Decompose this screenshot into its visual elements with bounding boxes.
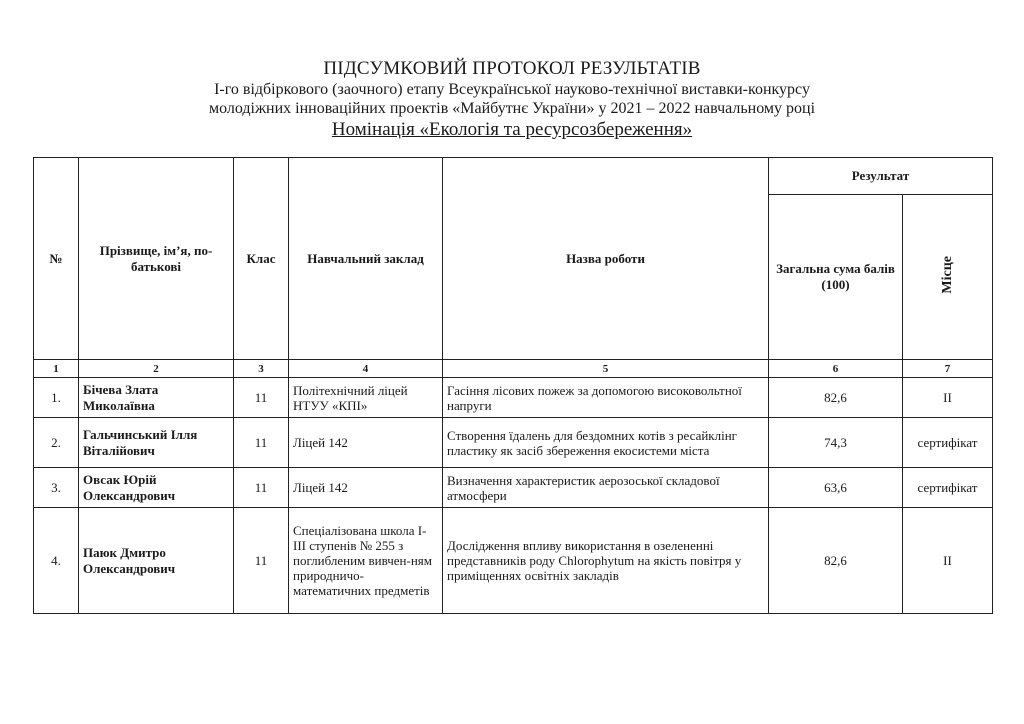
participant-name: Бічева Злата Миколаївна xyxy=(79,378,234,418)
col-number: 2 xyxy=(79,360,234,378)
header-school: Навчальний заклад xyxy=(289,158,443,360)
header-place: Місце xyxy=(939,256,955,294)
work-title: Гасіння лісових пожеж за допомогою високовольтної напруги xyxy=(443,378,769,418)
results-table xyxy=(33,157,993,614)
header-score: Загальна сума балів (100) xyxy=(769,195,903,360)
participant-school: Ліцей 142 xyxy=(289,468,443,508)
col-number: 7 xyxy=(903,360,993,378)
work-title: Визначення характеристик аерозоської складової атмосфери xyxy=(443,468,769,508)
document-subtitle-line-2: молодіжних інноваційних проектів «Майбутнє України» у 2021 – 2022 навчальному році xyxy=(208,100,816,117)
table-row xyxy=(34,468,993,508)
participant-class: 11 xyxy=(234,508,289,614)
work-title: Дослідження впливу використання в озелененні представників роду Chlorophytum на якість повітря у приміщеннях освітніх закладів xyxy=(443,508,769,614)
col-number: 1 xyxy=(34,360,79,378)
col-number: 6 xyxy=(769,360,903,378)
table-row xyxy=(34,508,993,614)
header-row-1 xyxy=(34,158,993,195)
header-name: Прізвище, ім’я, по-батькові xyxy=(79,158,234,360)
header-result: Результат xyxy=(769,158,993,195)
row-number: 2. xyxy=(34,418,79,468)
total-score: 82,6 xyxy=(769,378,903,418)
work-title: Створення їдалень для бездомних котів з ресайклінг пластику як засіб збереження екосистеми міста xyxy=(443,418,769,468)
participant-school: Ліцей 142 xyxy=(289,418,443,468)
header-no: № xyxy=(34,158,79,360)
row-number: 3. xyxy=(34,468,79,508)
document-title: ПІДСУМКОВИЙ ПРОТОКОЛ РЕЗУЛЬТАТІВ xyxy=(323,58,701,79)
participant-class: 11 xyxy=(234,468,289,508)
col-number: 3 xyxy=(234,360,289,378)
participant-name: Гальчинський Ілля Віталійович xyxy=(79,418,234,468)
participant-class: 11 xyxy=(234,378,289,418)
place: сертифікат xyxy=(903,418,993,468)
place: ІІ xyxy=(903,508,993,614)
header-place-cell xyxy=(903,195,993,360)
place: сертифікат xyxy=(903,468,993,508)
col-number: 5 xyxy=(443,360,769,378)
row-number: 4. xyxy=(34,508,79,614)
header-class: Клас xyxy=(234,158,289,360)
document-subtitle-line-1: І-го відбіркового (заочного) етапу Всеукраїнської науково-технічної виставки-конкурсу xyxy=(214,81,810,98)
table-row xyxy=(34,378,993,418)
nomination-title: Номінація «Екологія та ресурсозбереження» xyxy=(331,119,693,140)
participant-school: Політехнічний ліцей НТУУ «КПІ» xyxy=(289,378,443,418)
participant-name: Овсак Юрій Олександрович xyxy=(79,468,234,508)
place: ІІ xyxy=(903,378,993,418)
participant-class: 11 xyxy=(234,418,289,468)
total-score: 74,3 xyxy=(769,418,903,468)
column-numbers-row xyxy=(34,360,993,378)
total-score: 63,6 xyxy=(769,468,903,508)
col-number: 4 xyxy=(289,360,443,378)
total-score: 82,6 xyxy=(769,508,903,614)
table-row xyxy=(34,418,993,468)
header-title: Назва роботи xyxy=(443,158,769,360)
row-number: 1. xyxy=(34,378,79,418)
document-header xyxy=(0,58,1024,141)
participant-name: Паюк Дмитро Олександрович xyxy=(79,508,234,614)
participant-school: Спеціалізована школа І-ІІІ ступенів № 255 з поглибленим вивчен-ням природничо-математичних предметів xyxy=(289,508,443,614)
